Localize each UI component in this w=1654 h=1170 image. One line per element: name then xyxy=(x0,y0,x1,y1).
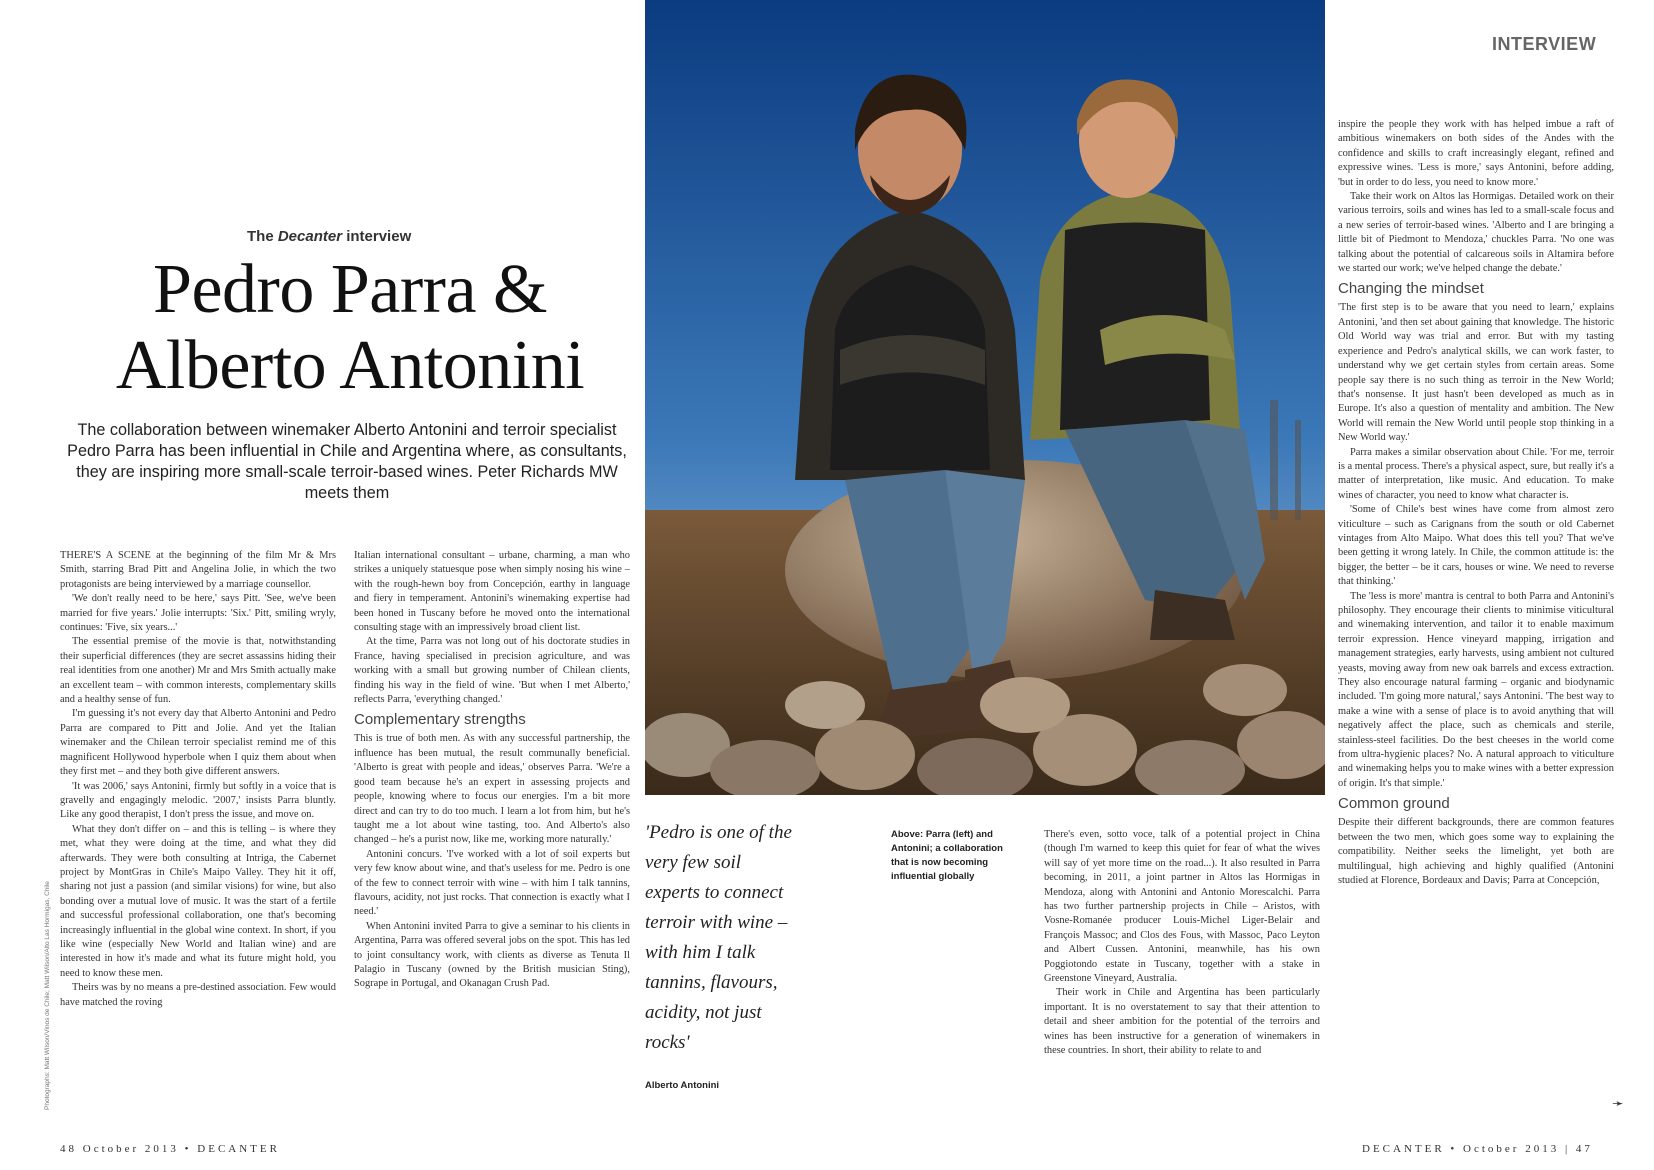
pull-quote: 'Pedro is one of the very few soil experts to connect terroir with wine – with him I talk tannins, flavours, acidity, not just rocks' xyxy=(645,822,792,1053)
standfirst: The collaboration between winemaker Alberto Antonini and terroir specialist Pedro Parra has been influential in Chile and Argentina where, as consultants, they are inspiring more small-scale terroir-based wines. Peter Richards MW meets them xyxy=(67,421,627,502)
paragraph: There's even, sotto voce, talk of a potential project in China (though I'm warned to keep this quiet for fear of what the wives will say of yet more time on the road...). It also resulted in Parra becoming, in 2011, a joint partner in Altos las Hormigas in Mendoza, along with Antonini and Antonio Morescalchi. Parra has two further partnership projects in Chile – Aristos, with Vosne-Romanée producer Louis-Michel Liger-Belair and François Massoc; and Clos des Fous, with Massoc, Paco Leyton and Albert Cussen. Antonini, meanwhile, has his own Poggiotondo estate in Tuscany, together with a stake in Greenstone Vineyard, Australia. xyxy=(1044,829,1320,985)
portrait-photo xyxy=(645,0,1325,795)
column-1 xyxy=(60,549,336,1124)
title-line-1: Pedro Parra & xyxy=(153,251,547,328)
paragraph: At the time, Parra was not long out of his doctorate studies in France, having specialised in precision agriculture, and was working with a small but growing number of Chilean clients, finding his way in the field of wine. 'But when I met Alberto,' reflects Parra, 'everything changed.' xyxy=(354,636,630,706)
paragraph: 'We don't really need to be here,' says Pitt. 'See, we've been married for five years.' Jolie interrupts: 'Six.' Pitt, smiling wryly, continues: 'Five, six years...' xyxy=(60,593,336,634)
paragraph: Despite their different backgrounds, there are common features between the two men, which goes some way to explaining the compatibility. Neither seeks the limelight, yet both are multilingual, high achieving and highly qualified (Antonini studied at Florence, Bordeaux and Davis; Parra at Concepción, xyxy=(1338,817,1614,886)
article-title xyxy=(70,252,630,404)
portrait-illustration xyxy=(645,0,1325,795)
paragraph: Antonini concurs. 'I've worked with a lot of soil experts but very few know about wine, and that's useless for me. Pedro is one of the few to connect terroir with wine – with him I talk tannins, flavours, acidity, not just rocks. That connection is exactly what I need.' xyxy=(354,848,630,918)
paragraph: Take their work on Altos las Hormigas. Detailed work on their various terroirs, soils and wines has led to a small-scale focus and a new series of terroir-based wines. 'Alberto and I are bringing a little bit of Piedmont to Mendoza,' chuckles Parra. 'No one was talking about the potential of calcareous soils in Altamira before we started our work; we've helped change the debate.' xyxy=(1338,191,1614,275)
paragraph: What they don't differ on – and this is telling – is where they met, what they were doing at the time, and what they did afterwards. They were both consulting at Intriga, the Cabernet project by MontGras in Chile's Maipo Valley. They hit it off, sharing not just a passion (and similar visions) for wine, but also bonding over a mutual love of music. It was the start of a fertile and successful professional collaboration, one that's becoming increasingly influential in the global wine context. In short, if you like wine (especially New World and Italian wine) and are interested in how it's made and what its future might hold, you need to know these men. xyxy=(60,823,336,979)
subheading-common-ground: Common ground xyxy=(1338,795,1450,813)
left-folio: 48 October 2013 • DECANTER xyxy=(60,1143,280,1155)
paragraph: 'Some of Chile's best wines have come from almost zero viticulture – such as Carignans from the south or old Cabernet vintages from Alto Maipo. What does this tell you? That we've been getting it wrong lately. In Chile, the common attitude is: the bigger, the better – be it cars, houses or wine. We need to reverse that thinking.' xyxy=(1338,504,1614,588)
paragraph: Parra makes a similar observation about Chile. 'For me, terroir is a mental process. There's a physical aspect, sure, but really it's a matter of interpretation, like music. And education. To make wines of character, you need to know what character is. xyxy=(1338,446,1614,501)
column-3 xyxy=(1044,828,1320,1124)
paragraph: Theirs was by no means a pre-destined association. Few would have matched the roving xyxy=(60,982,336,1008)
paragraph: The essential premise of the movie is that, notwithstanding their superficial differences (they are secret assassins hiding their real identities from one another) Mr and Mrs Smith actually make an excellent team – with common interests, complementary skills and a healthy sense of fun. xyxy=(60,636,336,706)
column-2 xyxy=(354,549,630,1124)
paragraph: Italian international consultant – urbane, charming, a man who strikes a uniquely statuesque pose when simply nosing his wine – with the rough-hewn boy from Concepción, earthy in language and fiery in temperament. Antonini's winemaking expertise had been honed in Tuscany before he moved onto the international consulting stage with an impressively broad client list. xyxy=(354,550,630,634)
right-folio: DECANTER • October 2013 | 47 xyxy=(1362,1143,1593,1155)
paragraph: Their work in Chile and Argentina has been particularly important. It is no overstatement to say that their attention to detail and sheer ambition for the potential of the terroirs and wines has been instructive for a generation of winemakers in these countries. In short, their ability to relate to and xyxy=(1044,987,1320,1057)
paragraph: The 'less is more' mantra is central to both Parra and Antonini's philosophy. They encourage their clients to minimise viticultural and winemaking intervention, and tailor it to enable maximum terroir expression. Hence vineyard mapping, irrigation and management strategies, early harvests, using ambient not cultured yeasts, moving away from new oak barrels and excess extraction. They also encourage natural farming – organic and biodynamic included. 'I'm going more natural,' says Antonini. 'The best way to make a wine with a sense of place is to avoid anything that will negatively affect the place, such as chemicals and sterile, stainless-steel facilities. Do the best cheeses in the world come from ultra-hygienic places? No. A natural approach to viticulture and winemaking helps you to make wines with a better expression of origin. It's that simple.' xyxy=(1338,590,1614,789)
kicker-post: interview xyxy=(342,228,412,245)
paragraph: 'The first step is to be aware that you need to learn,' explains Antonini, 'and then set about gaining that knowledge. The historic Old World way was trial and error. But with my tasting experience and Pedro's analytical skills, we can work faster, to understand why we get certain styles from certain areas. Some people say there is no such thing as terroir in the New World; that's nonsense. It just hasn't been developed as much as in Europe. It's also a question of mentality and ambition. The New World will remain the New World until people stop thinking in a New World way.' xyxy=(1338,302,1614,444)
kicker-magazine: Decanter xyxy=(277,228,343,245)
title-line-2: Alberto Antonini xyxy=(115,327,585,404)
paragraph: When Antonini invited Parra to give a seminar to his clients in Argentina, Parra was offered several jobs on the spot. This has led to joint consultancy work, with clients as diverse as Tenuta Il Palagio in Tuscany (owned by the British musician Sting), Sogrape in Portugal, and Okanagan Crush Pad. xyxy=(354,920,630,990)
pull-quote-credit: Alberto Antonini xyxy=(645,1080,720,1091)
kicker xyxy=(247,228,411,245)
photo-credit: Photographs: Matt Wilson/Vinos de Chile; Matt Wilson/Alto Las Hormigas, Chile xyxy=(44,881,51,1110)
subheading-complementary: Complementary strengths xyxy=(354,711,526,729)
column-4 xyxy=(1338,118,1614,1124)
paragraph: 'It was 2006,' says Antonini, firmly but softly in a voice that is gravelly and engagingly melodic. '2007,' insists Parra bluntly. Like any good therapist, I don't press the issue, and move on. xyxy=(60,780,336,821)
paragraph: I'm guessing it's not every day that Alberto Antonini and Pedro Parra are compared to Pitt and Jolie. And yet the Italian winemaker and the Chilean terroir specialist remind me of this magnificent Hollywood hyperbole when I quiz them about when they first met – and they both give different answers. xyxy=(60,708,336,778)
paragraph: This is true of both men. As with any successful partnership, the influence has been mutual, the result communally beneficial. 'Alberto is great with people and ideas,' observes Parra. 'We're a good team because he's an expert in assessing projects and people, knowing where to focus our energies. I'm a bit more direct and can try to do too much. I learn a lot from him, but he's taught me a lot about wine tasting, too. And Alberto's also changed – he's a purist now, like me, working more naturally.' xyxy=(354,733,630,846)
photo-caption: Above: Parra (left) and Antonini; a collaboration that is now becoming influential globally xyxy=(891,829,1003,882)
subheading-mindset: Changing the mindset xyxy=(1338,280,1484,298)
continue-arrow-icon: ➛ xyxy=(1612,1097,1624,1112)
kicker-pre: The xyxy=(247,228,278,245)
paragraph: THERE'S A SCENE at the beginning of the film Mr & Mrs Smith, starring Brad Pitt and Angelina Jolie, in which the two protagonists are being interviewed by a marriage counsellor. xyxy=(60,550,336,590)
paragraph: inspire the people they work with has helped imbue a raft of ambitious winemakers on both sides of the Andes with the confidence and skills to craft increasingly elegant, refined and expressive wines. 'Less is more,' says Antonini, before adding, 'but in order to do less, you need to know more.' xyxy=(1338,119,1614,188)
section-label: INTERVIEW xyxy=(1492,34,1597,54)
